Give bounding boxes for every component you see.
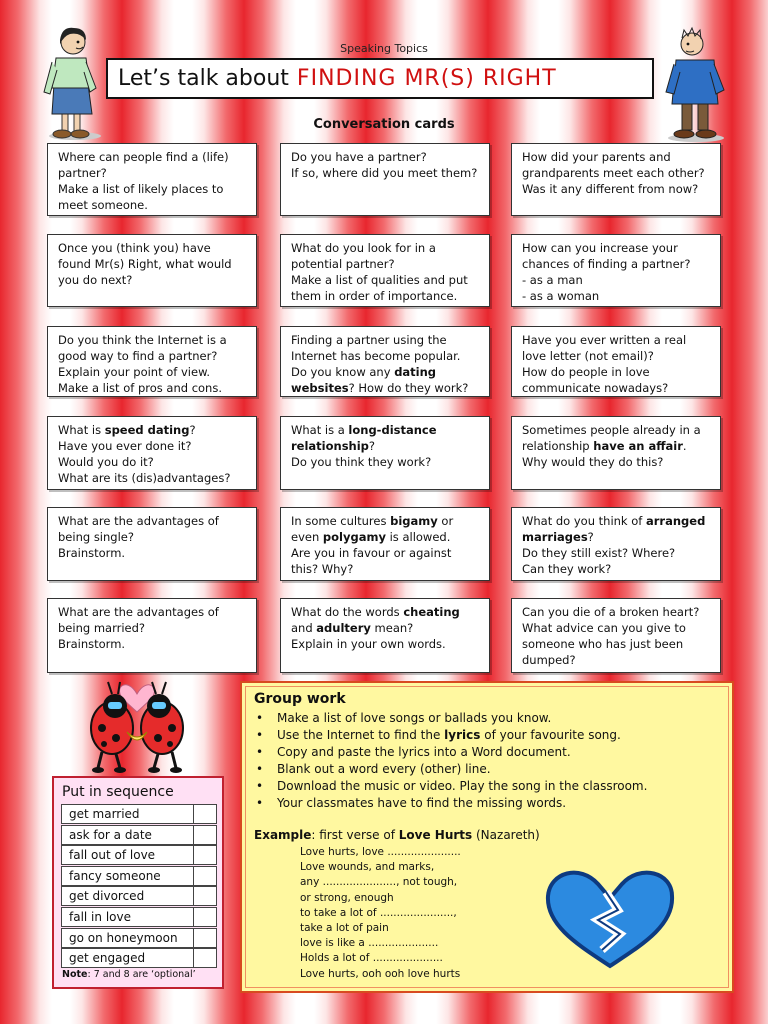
conversation-card: In some cultures bigamy or even polygamy is allowed. Are you in favour or against this? Why? xyxy=(280,507,490,581)
conversation-card: What do you think of arranged marriages? Do they still exist? Where? Can they work? xyxy=(511,507,721,581)
lyric-line: to take a lot of ......................, xyxy=(300,906,457,919)
sequence-item-label: fancy someone xyxy=(69,868,161,883)
sequence-answer-box[interactable] xyxy=(193,949,216,967)
note-label: Note xyxy=(62,969,88,980)
sequence-item xyxy=(61,948,217,968)
title-box xyxy=(106,58,654,99)
title-text: Let’s talk about xyxy=(118,66,289,91)
sequence-item xyxy=(61,825,217,845)
sequence-item-label: get engaged xyxy=(69,951,146,966)
conversation-card: What do the words cheating and adultery mean? Explain in your own words. xyxy=(280,598,490,673)
conversation-card: How did your parents and grandparents meet each other? Was it any different from now? xyxy=(511,143,721,216)
sequence-answer-box[interactable] xyxy=(193,826,216,844)
sequence-item xyxy=(61,804,217,824)
broken-heart-icon xyxy=(540,862,680,972)
lyric-line: any ......................, not tough, xyxy=(300,876,458,889)
title-highlight: FINDING MR(S) RIGHT xyxy=(296,66,557,91)
conversation-card: Do you have a partner? If so, where did you meet them? xyxy=(280,143,490,216)
topic-label: Speaking Topics xyxy=(340,42,428,55)
note-text: : 7 and 8 are ‘optional’ xyxy=(87,969,196,980)
sequence-item-label: ask for a date xyxy=(69,827,152,842)
sequence-item-label: fall in love xyxy=(69,910,131,924)
section-title: Conversation cards xyxy=(313,117,455,132)
sequence-item xyxy=(61,928,217,948)
sequence-answer-box[interactable] xyxy=(193,887,216,905)
example-label: Example xyxy=(254,828,312,842)
lyric-line: take a lot of pain xyxy=(300,922,389,935)
sequence-item-label: get married xyxy=(69,807,140,821)
conversation-card: What are the advantages of being single? Brainstorm. xyxy=(47,507,257,581)
lyric-line: Love hurts, love ...................... xyxy=(300,846,461,858)
group-work-item: • Make a list of love songs or ballads you know. xyxy=(254,710,647,727)
sequence-item-label: fall out of love xyxy=(69,848,156,863)
conversation-card: How can you increase your chances of finding a partner? - as a man - as a woman xyxy=(511,234,721,307)
conversation-card: What do you look for in a potential partner? Make a list of qualities and put them in order of importance. xyxy=(280,234,490,307)
sequence-box xyxy=(52,776,224,989)
conversation-card: What are the advantages of being married? Brainstorm. xyxy=(47,598,257,673)
group-work-item: • Copy and paste the lyrics into a Word document. xyxy=(254,744,647,761)
example-line xyxy=(254,828,540,842)
sequence-answer-box[interactable] xyxy=(193,805,216,823)
group-work-item: • Download the music or video. Play the song in the classroom. xyxy=(254,778,647,795)
sequence-title: Put in sequence xyxy=(62,784,174,800)
lyric-line: Love wounds, and marks, xyxy=(300,861,435,874)
group-work-item: • Blank out a word every (other) line. xyxy=(254,761,647,778)
group-work-item: • Use the Internet to find the lyrics of your favourite song. xyxy=(254,727,647,744)
group-work-list xyxy=(254,710,647,812)
conversation-card: What is a long-distance relationship? Do you think they work? xyxy=(280,416,490,490)
lyric-line: love is like a ..................... xyxy=(300,937,439,950)
lyric-line: Holds a lot of ..................... xyxy=(300,952,443,965)
conversation-card: Once you (think you) have found Mr(s) Right, what would you do next? xyxy=(47,234,257,307)
conversation-card: Do you think the Internet is a good way to find a partner? Explain your point of view. Make a list of pros and cons. xyxy=(47,326,257,397)
sequence-item xyxy=(61,845,217,865)
ladybugs-illustration xyxy=(82,672,192,778)
conversation-card: Finding a partner using the Internet has become popular. Do you know any dating websites? How do they work? xyxy=(280,326,490,397)
sequence-item xyxy=(61,886,217,906)
sequence-item-label: get divorced xyxy=(69,889,145,904)
sequence-answer-box[interactable] xyxy=(193,929,216,947)
conversation-card: Sometimes people already in a relationship have an affair. Why would they do this? xyxy=(511,416,721,490)
conversation-card: Where can people find a (life) partner? Make a list of likely places to meet someone. xyxy=(47,143,257,216)
sequence-item-label: go on honeymoon xyxy=(69,930,178,945)
group-work-item: • Your classmates have to find the missing words. xyxy=(254,795,647,812)
lyrics-list xyxy=(300,845,461,982)
conversation-card: What is speed dating? Have you ever done it? Would you do it? What are its (dis)advantages? xyxy=(47,416,257,490)
lyric-line: Love hurts, ooh ooh love hurts xyxy=(300,967,461,980)
sequence-answer-box[interactable] xyxy=(193,908,216,926)
sequence-answer-box[interactable] xyxy=(193,867,216,885)
sequence-item xyxy=(61,866,217,886)
sequence-answer-box[interactable] xyxy=(193,846,216,864)
conversation-card: Have you ever written a real love letter (not email)? How do people in love communicate nowadays? xyxy=(511,326,721,397)
sequence-item xyxy=(61,907,217,927)
example-text: : first verse of Love Hurts (Nazareth) xyxy=(311,828,540,842)
conversation-card: Can you die of a broken heart? What advice can you give to someone who has just been dumped? xyxy=(511,598,721,673)
lyric-line: or strong, enough xyxy=(300,891,394,904)
group-work-title: Group work xyxy=(254,691,346,707)
sequence-note xyxy=(62,969,196,980)
